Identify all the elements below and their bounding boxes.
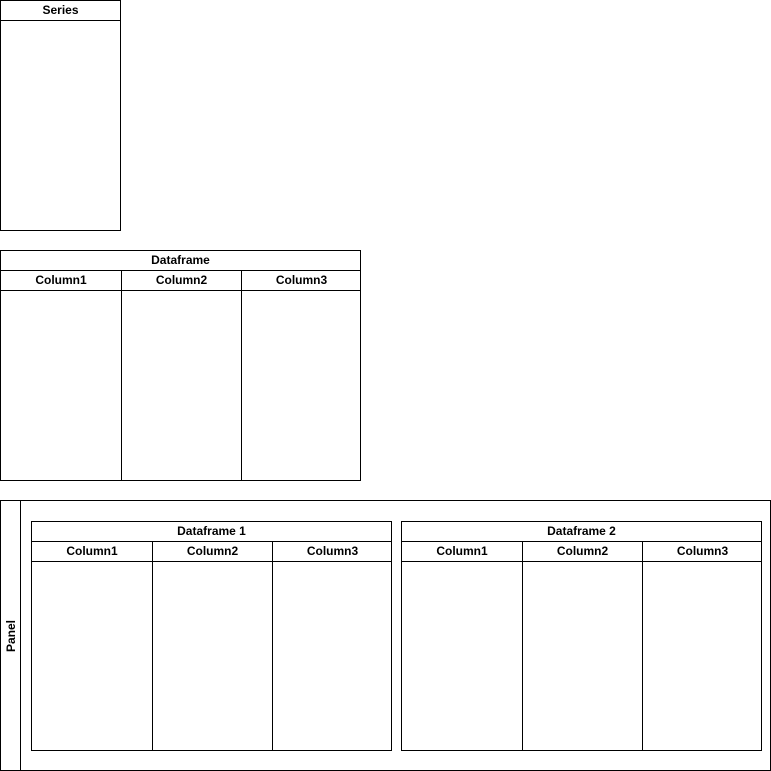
series-box: [0, 0, 121, 231]
column-body: [273, 562, 392, 750]
column-body: [32, 562, 152, 750]
column-header: Column1: [32, 542, 152, 562]
panel-dataframe-2: [401, 521, 762, 751]
column-header: Column3: [643, 542, 762, 562]
panel-dataframe-1-column-2: [152, 542, 272, 750]
panel-label-strip: [1, 501, 21, 770]
panel-box: [0, 500, 771, 771]
series-body: [1, 21, 120, 230]
column-header: Column2: [523, 542, 642, 562]
panel-dataframe-1: [31, 521, 392, 751]
column-header: Column3: [273, 542, 392, 562]
column-body: [643, 562, 762, 750]
column-body: [1, 291, 121, 480]
column-body: [242, 291, 361, 480]
column-header: Column1: [1, 271, 121, 291]
column-body: [523, 562, 642, 750]
panel-dataframe-1-title: Dataframe 1: [32, 522, 391, 542]
column-body: [122, 291, 241, 480]
panel-dataframe-1-column-3: [272, 542, 392, 750]
column-header: Column1: [402, 542, 522, 562]
column-header: Column3: [242, 271, 361, 291]
dataframe-title: Dataframe: [1, 251, 360, 271]
column-body: [402, 562, 522, 750]
panel-dataframe-2-title: Dataframe 2: [402, 522, 761, 542]
dataframe-column-3: [241, 271, 361, 480]
series-title: Series: [1, 1, 120, 21]
dataframe-column-1: [1, 271, 121, 480]
column-header: Column2: [122, 271, 241, 291]
panel-dataframe-2-column-2: [522, 542, 642, 750]
dataframe-column-2: [121, 271, 241, 480]
panel-dataframe-2-column-3: [642, 542, 762, 750]
column-body: [153, 562, 272, 750]
column-header: Column2: [153, 542, 272, 562]
panel-label: Panel: [3, 619, 18, 652]
panel-dataframe-1-column-1: [32, 542, 152, 750]
panel-dataframe-2-column-1: [402, 542, 522, 750]
dataframe-box: [0, 250, 361, 481]
